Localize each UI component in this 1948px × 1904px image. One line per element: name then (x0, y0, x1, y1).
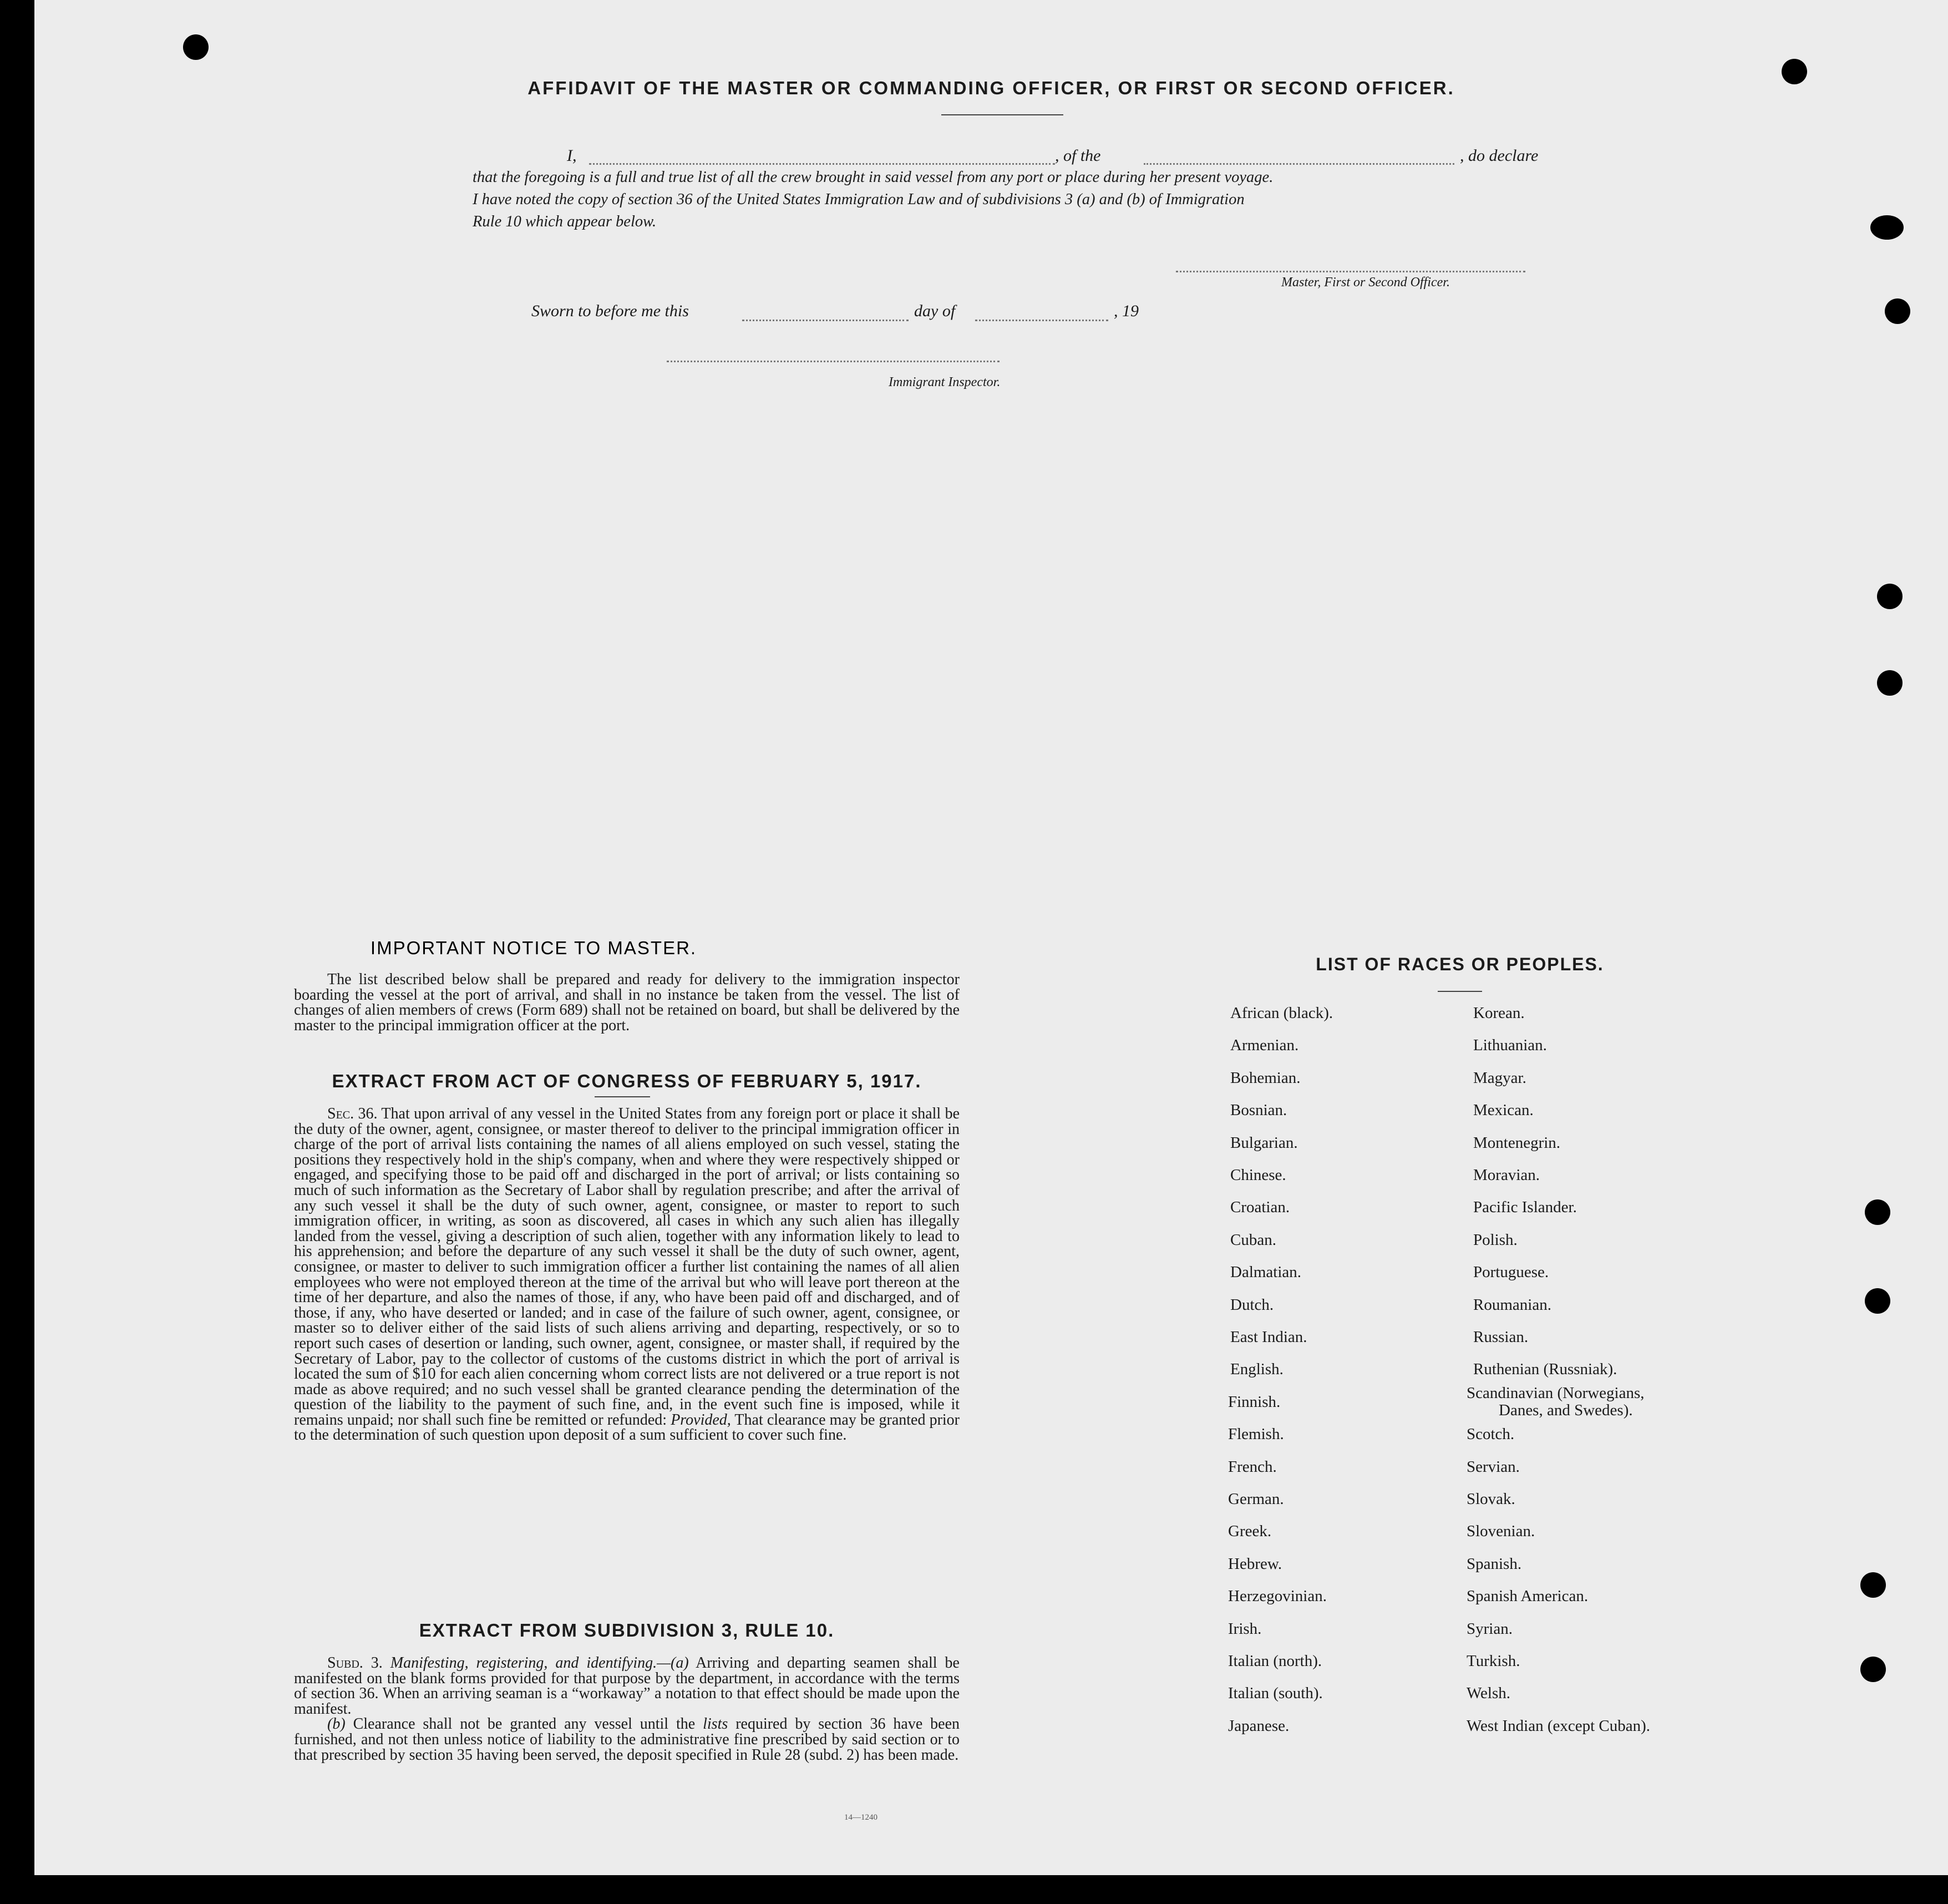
race-item: Greek. (1228, 1522, 1272, 1541)
punch-hole (1865, 1199, 1890, 1225)
document-page (34, 0, 1948, 1875)
race-item: Servian. (1467, 1457, 1520, 1476)
sec-36-paragraph (294, 1106, 960, 1443)
sec-36-text: That upon arrival of any vessel in the United States from any foreign port or place it shall be the duty of the owner, agent, consignee, or master thereof to deliver to the principal immigration officer in charge of the port of arrival lists containing the names of all aliens employed on such vessel, stating the positions they respectively hold in the ship's company, when and where they were respectively shipped or engaged, and specifying those to be paid off and discharged in the port of arrival; or lists containing so much of such information as the Secretary of Labor shall by regulation prescribe; and after the arrival of any such vessel it shall be the duty of such owner, agent, consignee, or master to report to such immigration officer, in writing, as soon as discovered, all cases in which any such alien has illegally landed from the vessel, giving a description of such alien, together with any information likely to lead to his apprehension; and before the departure of any such vessel it shall be the duty of such owner, agent, consignee, or master to deliver to such immigration officer a further list containing the names of all alien employees who were not employed thereon at the time of the arrival but who will leave port thereon at the time of her departure, and also the names of those, if any, who have been paid off and discharged, and of those, if any, who have deserted or landed; and in case of the failure of such owner, agent, consignee, or master so to deliver either of the said lists of such aliens arriving and departing, respectively, or so to report such cases of desertion or landing, such owner, agent, consignee, or master shall, if required by the Secretary of Labor, pay to the collector of customs of the customs district in which the port of arrival is located the sum of $10 for each alien concerning whom correct lists are not delivered or a true report is not made as above required; and no such vessel shall be granted clearance pending the determination of the question of the liability to the payment of such fine, and, in the event such fine is imposed, while it remains unpaid; nor shall such fine be remitted or refunded: (294, 1105, 960, 1429)
race-item: Lithuanian. (1473, 1036, 1547, 1055)
race-item: Slovak. (1467, 1490, 1515, 1508)
race-item: Irish. (1228, 1619, 1262, 1638)
signature-label: Master, First or Second Officer. (1281, 275, 1450, 290)
race-item: Italian (north). (1228, 1652, 1322, 1670)
race-item: Welsh. (1467, 1684, 1511, 1703)
race-item: Dutch. (1230, 1295, 1274, 1314)
name-field-line (589, 163, 1055, 165)
race-item: Moravian. (1473, 1166, 1540, 1184)
race-item: Croatian. (1230, 1198, 1290, 1217)
race-item: Portuguese. (1473, 1263, 1549, 1282)
races-title: LIST OF RACES OR PEOPLES. (1316, 954, 1604, 974)
punch-hole (183, 34, 209, 60)
subd-heading: Manifesting, registering, and identifying.—(a) (390, 1654, 689, 1672)
race-item: Hebrew. (1228, 1554, 1282, 1573)
race-item: Turkish. (1467, 1652, 1520, 1670)
race-item: Spanish American. (1467, 1587, 1589, 1606)
race-item: Bohemian. (1230, 1069, 1301, 1087)
year-label: , 19 (1114, 302, 1139, 320)
extract-rule-text (294, 1655, 960, 1763)
race-item: Italian (south). (1228, 1684, 1323, 1703)
provided-text: That clearance may be granted prior to the determination of such question upon deposit of a sum sufficient to cover such fine. (294, 1411, 960, 1444)
b-label: (b) (327, 1715, 346, 1733)
title-underline (941, 114, 1063, 115)
affidavit-line-3: I have noted the copy of section 36 of the United States Immigration Law and of subdivisions 3 (a) and (b) of Immigration (473, 191, 1245, 208)
race-item: Polish. (1473, 1230, 1518, 1249)
vessel-field-line (1144, 163, 1454, 165)
punch-hole (1865, 1288, 1890, 1314)
race-item: Scotch. (1467, 1425, 1515, 1444)
punch-hole (1877, 584, 1903, 609)
subd-3-paragraph (294, 1655, 960, 1716)
punch-hole (1877, 670, 1903, 696)
notice-text (294, 972, 960, 1033)
label-do-declare: , do declare (1460, 146, 1539, 165)
punch-hole (1860, 1572, 1886, 1598)
extract-rule-title: EXTRACT FROM SUBDIVISION 3, RULE 10. (419, 1620, 835, 1640)
punch-hole (1860, 1657, 1886, 1682)
race-item: West Indian (except Cuban). (1467, 1716, 1651, 1735)
punch-hole (1870, 215, 1904, 240)
provided-label: Provided, (671, 1411, 731, 1429)
affidavit-line-1 (473, 146, 1560, 166)
signature-line (1176, 271, 1525, 272)
race-item: English. (1230, 1360, 1284, 1379)
notice-paragraph: The list described below shall be prepared and ready for delivery to the immigration inspector boarding the vessel at the port of arrival, and shall in no instance be taken from the vessel. The list of changes of alien members of crews (Form 689) shall not be retained on board, but shall be delivered by the master to the principal immigration officer at the port. (294, 971, 960, 1034)
race-item: Magyar. (1473, 1069, 1526, 1087)
subd-text: Arriving and departing seamen shall be manifested on the blank forms provided for that purpose by the department, in accordance with the terms of section 36. When an arriving seaman is a “workaway” a notation to that effect should be made upon the manifest. (294, 1654, 960, 1718)
day-of-label: day of (914, 302, 956, 320)
race-item: Cuban. (1230, 1230, 1276, 1249)
race-item: German. (1228, 1490, 1284, 1508)
b-lists: lists (703, 1715, 728, 1733)
race-item: Herzegovinian. (1228, 1587, 1327, 1606)
race-item: Bosnian. (1230, 1101, 1287, 1120)
label-of-the: , of the (1055, 146, 1101, 165)
sworn-month-line (975, 320, 1108, 321)
race-item: Mexican. (1473, 1101, 1534, 1120)
inspector-label: Immigrant Inspector. (889, 375, 1001, 389)
race-item: Spanish. (1467, 1554, 1522, 1573)
race-item: Scandinavian (Norwegians, (1467, 1384, 1645, 1402)
race-item: Pacific Islander. (1473, 1198, 1577, 1217)
extract-act-text (294, 1106, 960, 1443)
affidavit-line-2: that the foregoing is a full and true list of all the crew brought in said vessel from any port or place during her present voyage. (473, 169, 1274, 186)
notice-title: IMPORTANT NOTICE TO MASTER. (370, 938, 697, 958)
race-item: Syrian. (1467, 1619, 1513, 1638)
extract-act-title: EXTRACT FROM ACT OF CONGRESS OF FEBRUARY 5, 1917. (332, 1071, 922, 1091)
sworn-line (531, 302, 1197, 324)
extract-act-underline (595, 1096, 650, 1097)
label-i: I, (567, 146, 577, 165)
affidavit-line-4: Rule 10 which appear below. (473, 213, 657, 230)
race-item: Finnish. (1228, 1392, 1281, 1411)
race-item: Korean. (1473, 1004, 1525, 1022)
b-text-2: required by section 36 have been furnished, and not then unless notice of liability to the administrative fine prescribed by said section or to that prescribed by section 35 having been served, the deposit specified in Rule 28 (subd. 2) has been made. (294, 1715, 960, 1764)
punch-hole (1885, 298, 1910, 324)
subd-label: Subd. 3. (327, 1654, 383, 1672)
race-item: Flemish. (1228, 1425, 1284, 1444)
sec-label: Sec. 36. (327, 1105, 378, 1122)
subd-b-paragraph (294, 1716, 960, 1763)
affidavit-title: AFFIDAVIT OF THE MASTER OR COMMANDING OFFICER, OR FIRST OR SECOND OFFICER. (527, 78, 1455, 98)
race-item: Chinese. (1230, 1166, 1286, 1184)
race-item: Dalmatian. (1230, 1263, 1302, 1282)
race-item: Bulgarian. (1230, 1133, 1298, 1152)
race-scandinavian-continued: Danes, and Swedes). (1499, 1401, 1633, 1419)
race-item: Montenegrin. (1473, 1133, 1561, 1152)
sworn-label: Sworn to before me this (531, 302, 689, 320)
race-item: Roumanian. (1473, 1295, 1551, 1314)
form-number: 14—1240 (844, 1813, 877, 1822)
race-item: Japanese. (1228, 1716, 1290, 1735)
race-item: African (black). (1230, 1004, 1333, 1022)
race-item: Ruthenian (Russniak). (1473, 1360, 1617, 1379)
race-item: Armenian. (1230, 1036, 1299, 1055)
race-item: Russian. (1473, 1328, 1529, 1346)
race-item: French. (1228, 1457, 1277, 1476)
race-item: East Indian. (1230, 1328, 1307, 1346)
b-text-1: Clearance shall not be granted any vessel until the (353, 1715, 696, 1733)
inspector-line (667, 361, 1000, 362)
race-item: Slovenian. (1467, 1522, 1535, 1541)
sworn-day-line (742, 320, 909, 321)
races-underline (1438, 991, 1482, 992)
